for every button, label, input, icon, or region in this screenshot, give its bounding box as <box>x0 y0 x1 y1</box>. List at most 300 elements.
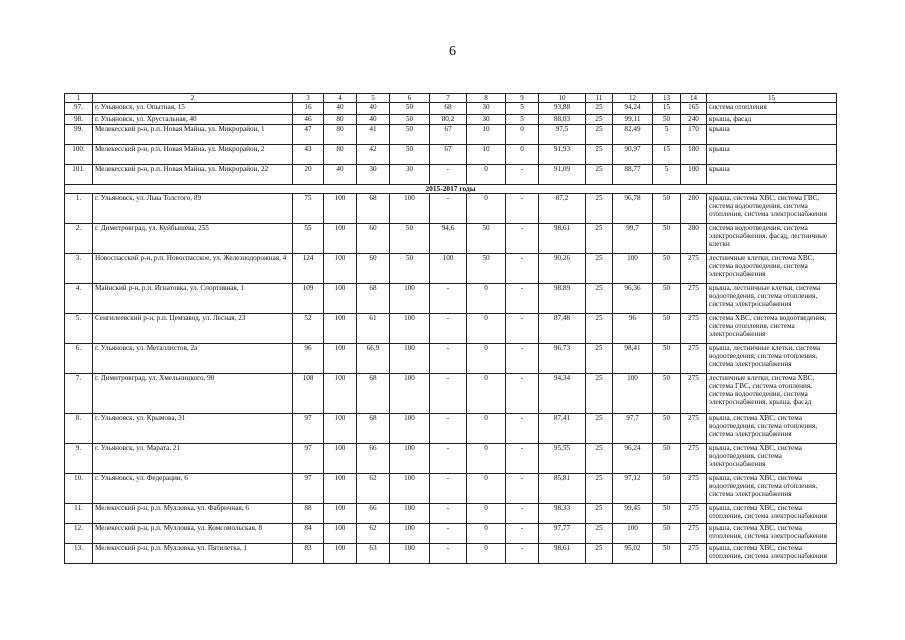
table-cell: 100 <box>390 474 430 504</box>
table-cell: 0 <box>506 145 539 165</box>
table-cell: 0 <box>467 165 506 185</box>
table-cell: - <box>430 544 467 564</box>
table-cell: 25 <box>586 344 613 374</box>
table-cell: Мелекесский р-н, р.п. Мулловка, ул. Фабричная, 6 <box>93 504 293 524</box>
table-cell: 52 <box>293 314 324 344</box>
table-cell: 10 <box>467 125 506 145</box>
table-cell: 15 <box>653 145 681 165</box>
table-cell: 10 <box>467 145 506 165</box>
table-cell: 43 <box>293 145 324 165</box>
table-cell: 99,45 <box>613 504 653 524</box>
table-cell: 40 <box>357 115 390 125</box>
table-row <box>65 314 837 344</box>
table-row <box>65 524 837 544</box>
table-cell: 25 <box>586 414 613 444</box>
table-cell: 66,9 <box>357 344 390 374</box>
table-cell: 9. <box>65 444 93 474</box>
table-cell: 100 <box>430 254 467 284</box>
page-number: 6 <box>449 44 456 59</box>
table-cell: крыша, лестничные клетки, система водоотведения, система отопления, система электроснабжения <box>707 284 837 314</box>
table-cell: 96 <box>613 314 653 344</box>
table-cell: 0 <box>506 125 539 145</box>
table-cell: 100 <box>390 544 430 564</box>
table-cell: 25 <box>586 145 613 165</box>
table-row <box>65 194 837 224</box>
table-cell: 108 <box>293 374 324 414</box>
table-cell: 1. <box>65 194 93 224</box>
table-cell: 90,97 <box>613 145 653 165</box>
table-row <box>65 474 837 504</box>
table-cell: 50 <box>653 524 681 544</box>
table-cell: - <box>430 194 467 224</box>
table-cell: 7. <box>65 374 93 414</box>
table-cell: 2 <box>93 94 293 103</box>
table-cell: 50 <box>390 224 430 254</box>
table-cell: 66 <box>357 504 390 524</box>
table-cell: 100 <box>390 414 430 444</box>
table-cell: 97. <box>65 103 93 115</box>
table-cell: 4 <box>324 94 357 103</box>
table-cell: 9 <box>506 94 539 103</box>
table-cell: 100 <box>390 374 430 414</box>
table-cell: крыша, система ХВС, система ГВС, система водоотведения, система отопления, система электроснабжения <box>707 194 837 224</box>
table-cell: 98. <box>65 115 93 125</box>
table-row <box>65 224 837 254</box>
table-cell: 275 <box>681 544 707 564</box>
table-cell: 5 <box>506 115 539 125</box>
table-cell: 275 <box>681 254 707 284</box>
table-cell: лестничные клетки, система ХВС, система водоотведения, система электроснабжения <box>707 254 837 284</box>
table-cell: 96,24 <box>613 444 653 474</box>
table-cell: 68 <box>357 414 390 444</box>
table-cell: 91,09 <box>539 165 586 185</box>
table-cell: 80 <box>324 115 357 125</box>
table-cell: 6. <box>65 344 93 374</box>
table-cell: 3. <box>65 254 93 284</box>
table-cell: 170 <box>681 125 707 145</box>
table-row <box>65 504 837 524</box>
table-cell: 165 <box>681 103 707 115</box>
table-cell: крыша <box>707 145 837 165</box>
table-cell: 25 <box>586 125 613 145</box>
table-cell: 50 <box>390 103 430 115</box>
table-cell: 25 <box>586 314 613 344</box>
table-row <box>65 344 837 374</box>
table-cell: 100 <box>324 374 357 414</box>
table-cell: Мелекесский р-н, р.п. Мулловка, ул. Комсомольская, 8 <box>93 524 293 544</box>
table-cell: 240 <box>681 115 707 125</box>
table-cell: 100 <box>390 444 430 474</box>
table-cell: система ХВС, система водоотведения, система отопления, система электроснабжения <box>707 314 837 344</box>
table-cell: - <box>430 524 467 544</box>
table-cell: 97,7 <box>613 414 653 444</box>
table-cell: 40 <box>324 165 357 185</box>
table-row <box>65 284 837 314</box>
table-cell: Сенгилеевский р-н, р.п. Цемзавод, ул. Лесная, 23 <box>93 314 293 344</box>
table-cell: 10 <box>539 94 586 103</box>
table-cell: 25 <box>586 103 613 115</box>
table-row <box>65 444 837 474</box>
table-cell: 100 <box>613 254 653 284</box>
table-cell: крыша, система ХВС, система водоотведения, система отопления, система электроснабжения <box>707 474 837 504</box>
table-cell: 61 <box>357 314 390 344</box>
table-cell: 50 <box>390 115 430 125</box>
table-cell: крыша, фасад <box>707 115 837 125</box>
table-cell: - <box>430 474 467 504</box>
table-cell: г. Ульяновск, ул. Крымова, 31 <box>93 414 293 444</box>
table-cell: - <box>506 344 539 374</box>
table-cell: 30 <box>467 103 506 115</box>
table-cell: 0 <box>467 284 506 314</box>
table-cell: 50 <box>390 125 430 145</box>
table-cell: 98,61 <box>539 224 586 254</box>
table-cell: 25 <box>586 444 613 474</box>
table-cell: 80 <box>324 125 357 145</box>
table-cell: 30 <box>467 115 506 125</box>
table-cell: 100 <box>390 314 430 344</box>
table-cell: 0 <box>467 544 506 564</box>
table-cell: 275 <box>681 344 707 374</box>
table-cell: 11 <box>586 94 613 103</box>
table-cell: 15 <box>653 103 681 115</box>
table-cell: - <box>506 224 539 254</box>
table-cell: 100 <box>324 254 357 284</box>
table-cell: 97 <box>293 444 324 474</box>
table-cell: - <box>506 524 539 544</box>
table-cell: - <box>506 414 539 444</box>
table-cell: - <box>506 284 539 314</box>
table-cell: 100 <box>390 284 430 314</box>
table-cell: крыша <box>707 125 837 145</box>
section-title: 2015-2017 годы <box>65 185 837 194</box>
table-cell: 0 <box>467 344 506 374</box>
table-cell: Мелекесский р-н, р.п. Новая Майна, ул. Микрорайон, 2 <box>93 145 293 165</box>
table-row <box>65 544 837 564</box>
table-cell: 50 <box>653 474 681 504</box>
table-cell: 8 <box>467 94 506 103</box>
table-cell: 93,88 <box>539 103 586 115</box>
table-cell: 275 <box>681 374 707 414</box>
table-cell: - <box>506 194 539 224</box>
table-cell: 98,89 <box>539 284 586 314</box>
table-cell: 25 <box>586 544 613 564</box>
table-cell: 0 <box>467 194 506 224</box>
table-cell: 46 <box>293 115 324 125</box>
table-cell: 0 <box>467 474 506 504</box>
table-cell: 30 <box>390 165 430 185</box>
table-cell: Мелекесский р-н, р.п. Новая Майна, ул. Микрорайон, 1 <box>93 125 293 145</box>
table-cell: 25 <box>586 474 613 504</box>
table-cell: 95,55 <box>539 444 586 474</box>
table-cell: 87,41 <box>539 414 586 444</box>
table-cell: 5 <box>357 94 390 103</box>
table-cell: 280 <box>681 224 707 254</box>
table-cell: 124 <box>293 254 324 284</box>
table-cell: 66 <box>357 444 390 474</box>
table-cell: - <box>430 284 467 314</box>
table-cell: 0 <box>467 314 506 344</box>
table-cell: 100 <box>613 374 653 414</box>
table-cell: 99,11 <box>613 115 653 125</box>
table-cell: 50 <box>390 254 430 284</box>
table-cell: - <box>430 165 467 185</box>
table-cell: 109 <box>293 284 324 314</box>
table-cell: 275 <box>681 444 707 474</box>
table-cell: г. Ульяновск, ул. Льва Толстого, 89 <box>93 194 293 224</box>
table-cell: 50 <box>653 374 681 414</box>
table-cell: 60 <box>357 224 390 254</box>
table-cell: - <box>430 344 467 374</box>
table-cell: - <box>430 374 467 414</box>
table-row <box>65 145 837 165</box>
table-cell: 40 <box>357 103 390 115</box>
table-cell: 85,81 <box>539 474 586 504</box>
table-cell: Майнский р-н, р.п. Игнатовка, ул. Спортивная, 1 <box>93 284 293 314</box>
table-cell: 0 <box>467 444 506 474</box>
table-cell: 100 <box>324 444 357 474</box>
table-cell: крыша, система ХВС, система отопления, система электроснабжения <box>707 504 837 524</box>
table-cell: г. Димитровград, ул. Хмельницкого, 90 <box>93 374 293 414</box>
table-cell: 88,03 <box>539 115 586 125</box>
table-cell: - <box>430 314 467 344</box>
table-cell: 280 <box>681 194 707 224</box>
table-row <box>65 254 837 284</box>
table-cell: 15 <box>707 94 837 103</box>
table-cell: 10. <box>65 474 93 504</box>
table-cell: 13. <box>65 544 93 564</box>
table-cell: система водоотведения, система электроснабжения, фасад, лестничные клетки <box>707 224 837 254</box>
table-cell: 50 <box>653 115 681 125</box>
table-cell: 97 <box>293 414 324 444</box>
table-cell: 40 <box>324 103 357 115</box>
table-row <box>65 115 837 125</box>
table-cell: 25 <box>586 165 613 185</box>
table-cell: 50 <box>653 504 681 524</box>
table-row <box>65 165 837 185</box>
table-cell: 50 <box>653 444 681 474</box>
table-cell: Новоспасский р-н, р.п. Новоспасское, ул. Железнодорожная, 4 <box>93 254 293 284</box>
table-cell: 60 <box>357 254 390 284</box>
table-cell: 80 <box>324 145 357 165</box>
table-cell: 16 <box>293 103 324 115</box>
table-cell: 100 <box>613 524 653 544</box>
table-cell: крыша, система ХВС, система водоотведения, система электроснабжения <box>707 444 837 474</box>
table-cell: 100 <box>390 524 430 544</box>
table-row <box>65 103 837 115</box>
table-cell: Мелекесский р-н, р.п. Мулловка, ул. Пятилетка, 1 <box>93 544 293 564</box>
table-cell: 180 <box>681 145 707 165</box>
table-cell: 275 <box>681 474 707 504</box>
table-cell: г. Ульяновск, ул. Опытная, 15 <box>93 103 293 115</box>
table-cell: 97,77 <box>539 524 586 544</box>
table-cell: - <box>506 544 539 564</box>
table-cell: 100 <box>390 194 430 224</box>
table-cell: 50 <box>653 194 681 224</box>
data-table <box>64 93 837 564</box>
table-cell: 62 <box>357 524 390 544</box>
table-cell: 3 <box>293 94 324 103</box>
table-cell: 20 <box>293 165 324 185</box>
table-cell: 94,6 <box>430 224 467 254</box>
table-cell: 25 <box>586 504 613 524</box>
table-cell: 75 <box>293 194 324 224</box>
table-cell: 14 <box>681 94 707 103</box>
table-cell: 55 <box>293 224 324 254</box>
table-cell: 100 <box>324 544 357 564</box>
table-cell: - <box>506 254 539 284</box>
table-cell: - <box>506 444 539 474</box>
table-cell: г. Ульяновск, ул. Металлистов, 2а <box>93 344 293 374</box>
table-cell: 83 <box>293 544 324 564</box>
table-cell: 98,41 <box>613 344 653 374</box>
table-cell: 88 <box>293 504 324 524</box>
table-cell: 97,12 <box>613 474 653 504</box>
table-cell: 5 <box>653 165 681 185</box>
table-cell: 100 <box>390 504 430 524</box>
table-cell: 0 <box>467 524 506 544</box>
table-cell: 50 <box>653 254 681 284</box>
table-cell: 25 <box>586 115 613 125</box>
table-cell: 25 <box>586 524 613 544</box>
table-cell: 12 <box>613 94 653 103</box>
table-cell: 50 <box>390 145 430 165</box>
table-cell: 100 <box>324 414 357 444</box>
table-cell: 0 <box>467 374 506 414</box>
table-cell: 62 <box>357 474 390 504</box>
table-cell: 98,61 <box>539 544 586 564</box>
table-cell: 97 <box>293 474 324 504</box>
table-cell: 275 <box>681 524 707 544</box>
table-cell: 5 <box>506 103 539 115</box>
table-cell: 68 <box>357 194 390 224</box>
table-cell: г. Ульяновск, ул. Марата, 21 <box>93 444 293 474</box>
header-row <box>65 94 837 103</box>
table-cell: 25 <box>586 254 613 284</box>
table-cell: крыша, система ХВС, система отопления, система электроснабжения <box>707 524 837 544</box>
table-cell: - <box>506 504 539 524</box>
table-cell: крыша, система ХВС, система отопления, система электроснабжения <box>707 544 837 564</box>
table-cell: 42 <box>357 145 390 165</box>
table-cell: - <box>506 314 539 344</box>
table-cell: - <box>430 444 467 474</box>
table-cell: 100 <box>324 344 357 374</box>
table-cell: 94,34 <box>539 374 586 414</box>
table-cell: 0 <box>467 504 506 524</box>
table-cell: 7 <box>430 94 467 103</box>
table-cell: 87,48 <box>539 314 586 344</box>
table-cell: 25 <box>586 224 613 254</box>
table-cell: 80,2 <box>430 115 467 125</box>
table-cell: г. Ульяновск, ул. Федерации, 6 <box>93 474 293 504</box>
table-cell: 87,2 <box>539 194 586 224</box>
table-cell: 95,02 <box>613 544 653 564</box>
table-cell: 68 <box>357 284 390 314</box>
table-cell: 50 <box>467 254 506 284</box>
table-cell: лестничные клетки, система ХВС, система ГВС, система отопления, система водоотведения, система электроснабжения, крыша, фасад <box>707 374 837 414</box>
table-cell: 94,24 <box>613 103 653 115</box>
table-cell: 4. <box>65 284 93 314</box>
table-cell: г. Димитровград, ул. Куйбышева, 255 <box>93 224 293 254</box>
table-cell: 96,36 <box>613 284 653 314</box>
table-cell: 25 <box>586 284 613 314</box>
table-cell: 63 <box>357 544 390 564</box>
table-cell: 100 <box>681 165 707 185</box>
table-cell: крыша, лестничные клетки, система водоотведения, система отопления, система электроснабжения <box>707 344 837 374</box>
table-cell: г. Ульяновск, ул. Хрустальная, 40 <box>93 115 293 125</box>
section-row <box>65 185 837 194</box>
table-cell: система отопления <box>707 103 837 115</box>
table-cell: 100 <box>324 224 357 254</box>
table-cell: 47 <box>293 125 324 145</box>
table-cell: крыша <box>707 165 837 185</box>
table-cell: 90,26 <box>539 254 586 284</box>
table-cell: 97,5 <box>539 125 586 145</box>
table-cell: 101. <box>65 165 93 185</box>
table-cell: 13 <box>653 94 681 103</box>
table-cell: 100 <box>390 344 430 374</box>
table-cell: 275 <box>681 284 707 314</box>
table-row <box>65 125 837 145</box>
table-cell: 275 <box>681 414 707 444</box>
table-cell: 5. <box>65 314 93 344</box>
table-cell: - <box>506 474 539 504</box>
table-cell: 50 <box>653 544 681 564</box>
table-cell: 100 <box>324 194 357 224</box>
table-cell: 0 <box>467 414 506 444</box>
table-cell: 50 <box>467 224 506 254</box>
table-cell: - <box>506 165 539 185</box>
table-cell: 50 <box>653 414 681 444</box>
table-cell: 100 <box>324 314 357 344</box>
table-cell: 96,73 <box>539 344 586 374</box>
table-cell: 88,77 <box>613 165 653 185</box>
table-cell: 84 <box>293 524 324 544</box>
table-cell: 98,33 <box>539 504 586 524</box>
table-cell: 96 <box>293 344 324 374</box>
table-cell: - <box>506 374 539 414</box>
table-cell: крыша, система ХВС, система водоотведения, система отопления, система электроснабжения <box>707 414 837 444</box>
table-cell: Мелекесский р-н, р.п. Новая Майна, ул. Микрорайон, 22 <box>93 165 293 185</box>
table-cell: 25 <box>586 374 613 414</box>
table-cell: 82,49 <box>613 125 653 145</box>
table-cell: 50 <box>653 344 681 374</box>
table-cell: 41 <box>357 125 390 145</box>
table-cell: 1 <box>65 94 93 103</box>
table-cell: 5 <box>653 125 681 145</box>
table-cell: 68 <box>430 103 467 115</box>
table-cell: 275 <box>681 314 707 344</box>
table-cell: 96,78 <box>613 194 653 224</box>
table-cell: - <box>430 504 467 524</box>
table-row <box>65 414 837 444</box>
table-cell: 275 <box>681 504 707 524</box>
table-row <box>65 374 837 414</box>
table-cell: 12. <box>65 524 93 544</box>
table-cell: 50 <box>653 224 681 254</box>
table-cell: 11. <box>65 504 93 524</box>
table-cell: 30 <box>357 165 390 185</box>
table-cell: 6 <box>390 94 430 103</box>
table-cell: 91,93 <box>539 145 586 165</box>
table-cell: 99,7 <box>613 224 653 254</box>
table-cell: 50 <box>653 284 681 314</box>
table-cell: 99. <box>65 125 93 145</box>
table-cell: 100 <box>324 524 357 544</box>
table-cell: 100 <box>324 474 357 504</box>
table-cell: 50 <box>653 314 681 344</box>
table-cell: 67 <box>430 145 467 165</box>
table-cell: 100 <box>324 504 357 524</box>
